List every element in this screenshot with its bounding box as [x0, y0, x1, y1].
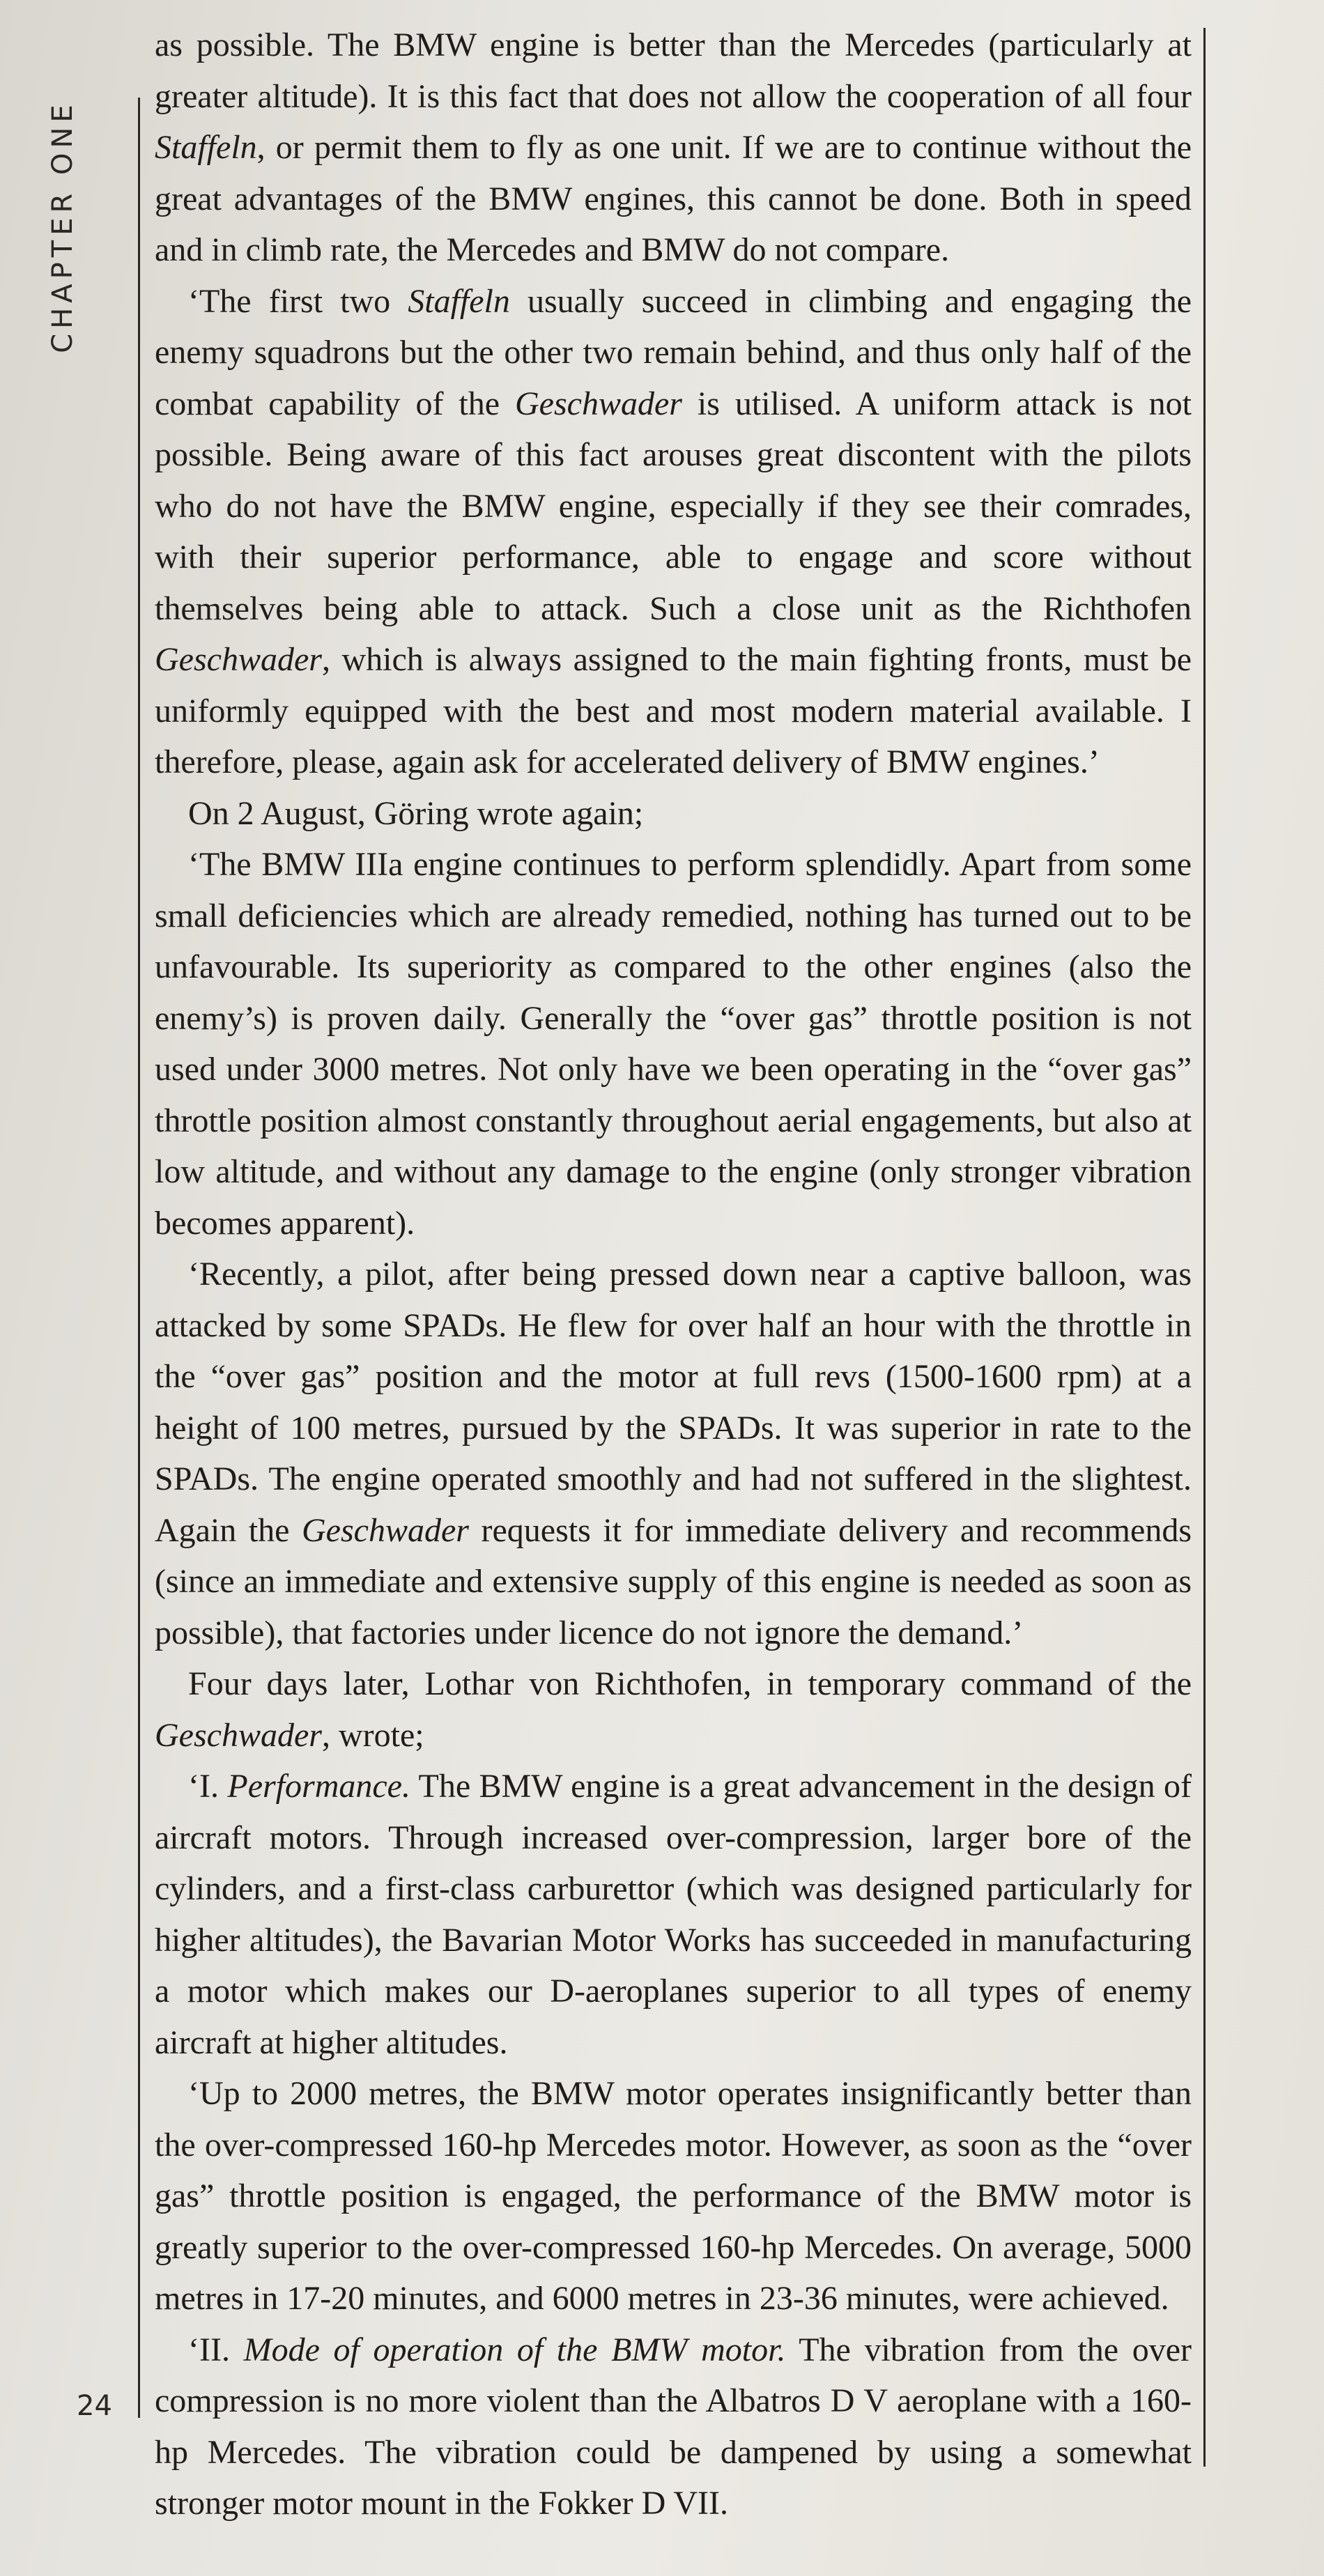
text-run: The vibration from the over compression is no more violent than the Albatros D V aeroplane with a 160-hp Mercedes. The vibration could be dampened by using a somewhat stronger motor mount in the Fokker D VII.	[155, 2331, 1192, 2522]
text-run: ‘The first two	[188, 282, 408, 320]
text-run: , which is always assigned to the main fighting fronts, must be uniformly equipped with the best and most modern material available. I therefore, please, again ask for accelerated delivery of BMW engines.’	[155, 641, 1192, 780]
text-run: as possible. The BMW engine is better than the Mercedes (particularly at greater altitude). It is this fact that does not allow the cooperation of all four	[155, 26, 1192, 115]
chapter-label	[28, 98, 98, 355]
body-text	[155, 20, 1192, 2529]
italic-text: Staffeln	[408, 282, 510, 320]
text-run: Four days later, Lothar von Richthofen, in temporary command of the	[188, 1665, 1192, 1702]
paragraph	[155, 1658, 1192, 1761]
italic-text: Mode of operation of the BMW motor.	[243, 2331, 786, 2368]
paragraph	[155, 2068, 1192, 2324]
italic-text: Staffeln	[155, 129, 257, 166]
paragraph	[155, 839, 1192, 1249]
paragraph	[155, 2324, 1192, 2529]
italic-text: Geschwader	[302, 1511, 469, 1549]
text-run: ‘The BMW IIIa engine continues to perform splendidly. Apart from some small deficiencies which are already remedied, nothing has turned out to be unfavourable. Its superiority as compared to the other engines (also the enemy’s) is proven daily. Generally the “over gas” throttle position is not used under 3000 metres. Not only have we been operating in the “over gas” throttle position almost constantly throughout aerial engagements, but also at low altitude, and without any damage to the engine (only stronger vibration becomes apparent).	[155, 846, 1192, 1242]
italic-text: Geschwader	[155, 641, 322, 678]
italic-text: Geschwader	[515, 385, 682, 422]
paragraph	[155, 1249, 1192, 1658]
paragraph	[155, 1761, 1192, 2068]
page-number: 24	[77, 2390, 112, 2422]
paragraph	[155, 20, 1192, 276]
text-run: is utilised. A uniform attack is not possible. Being aware of this fact arouses great discontent with the pilots who do not have the BMW engine, especially if they see their comrades, with their superior performance, able to engage and score without themselves being able to attack. Such a close unit as the Richthofen	[155, 385, 1192, 627]
text-run: On 2 August, Göring wrote again;	[188, 794, 644, 832]
text-run: requests it for immediate delivery and recommends (since an immediate and extensive supply of this engine is needed as soon as possible), that factories under licence do not ignore the demand.’	[155, 1511, 1192, 1651]
text-run: ‘Recently, a pilot, after being pressed down near a captive balloon, was attacked by some SPADs. He flew for over half an hour with the throttle in the “over gas” position and the motor at full revs (1500-1600 rpm) at a height of 100 metres, pursued by the SPADs. It was superior in rate to the SPADs. The engine operated smoothly and had not suffered in the slightest. Again the	[155, 1256, 1192, 1549]
margin-rule-right	[1203, 28, 1206, 2467]
paragraph	[155, 276, 1192, 788]
text-run: usually succeed in climbing and engaging the enemy squadrons but the other two remain behind, and thus only half of the combat capability of the	[155, 282, 1192, 422]
text-run: The BMW engine is a great advancement in the design of aircraft motors. Through increased over-compression, larger bore of the cylinders, and a first-class carburettor (which was designed particularly for higher altitudes), the Bavarian Motor Works has succeeded in manufacturing a motor which makes our D-aeroplanes superior to all types of enemy aircraft at higher altitudes.	[155, 1768, 1192, 2061]
text-run: ‘II.	[188, 2331, 244, 2368]
margin-rule-left	[138, 98, 140, 2418]
paragraph	[155, 788, 1192, 840]
text-run: ‘Up to 2000 metres, the BMW motor operates insignificantly better than the over-compressed 160-hp Mercedes motor. However, as soon as the “over gas” throttle position is engaged, the performance of the BMW motor is greatly superior to the over-compressed 160-hp Mercedes. On average, 5000 metres in 17-20 minutes, and 6000 metres in 23-36 minutes, were achieved.	[155, 2075, 1192, 2317]
italic-text: Performance.	[227, 1768, 410, 1805]
text-run: , wrote;	[321, 1716, 424, 1754]
chapter-label-text: CHAPTER ONE	[47, 100, 79, 353]
text-run: , or permit them to fly as one unit. If we are to continue without the great advantages of the BMW engines, this cannot be done. Both in speed and in climb rate, the Mercedes and BMW do not compare.	[155, 129, 1192, 268]
text-run: ‘I.	[188, 1768, 228, 1805]
italic-text: Geschwader	[155, 1716, 322, 1754]
